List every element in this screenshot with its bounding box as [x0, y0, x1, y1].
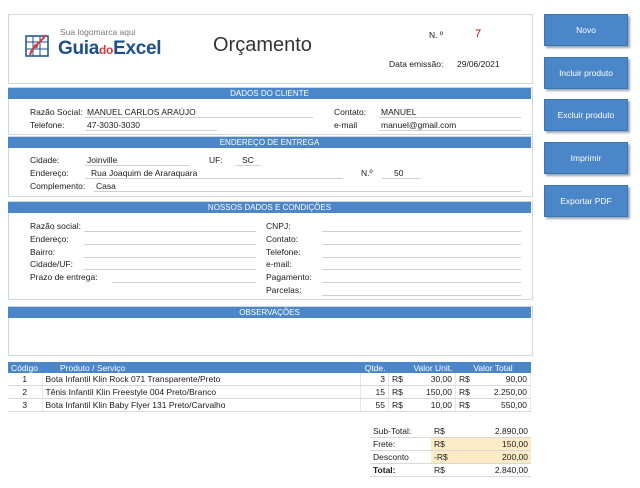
col-valor-unit: Valor Unit. — [389, 362, 456, 373]
totals-table — [370, 425, 531, 477]
number-value[interactable]: 7 — [475, 28, 482, 40]
empresa-endereco-line[interactable] — [84, 244, 256, 245]
row-unit-currency: R$ — [389, 386, 410, 399]
empresa-contato-label: Contato: — [266, 234, 299, 244]
empresa-email-label: e-mail: — [266, 259, 292, 269]
empresa-bairro-label: Bairro: — [30, 247, 56, 257]
number-label: N. º — [429, 30, 443, 40]
cliente-telefone-label: Telefone: — [30, 120, 65, 130]
row-qtde: 55 — [361, 399, 389, 412]
subtotal-row — [370, 425, 531, 438]
page-title: Orçamento — [213, 34, 312, 56]
frete-row — [370, 438, 531, 451]
row-qtde: 3 — [361, 373, 389, 386]
entrega-complemento-label: Complemento: — [30, 181, 86, 191]
empresa-razao-line[interactable] — [84, 231, 256, 232]
frete-currency: R$ — [431, 438, 465, 451]
row-total: 90,00 — [476, 373, 531, 386]
frete-label: Frete: — [370, 438, 431, 451]
empresa-email-line[interactable] — [322, 269, 521, 270]
date-value[interactable]: 29/06/2021 — [457, 59, 500, 69]
row-codigo: 3 — [8, 399, 42, 412]
row-unit-currency: R$ — [389, 399, 410, 412]
row-produto: Bota Infantil Klin Baby Flyer 131 Preto/Carvalho — [42, 399, 361, 412]
entrega-complemento-value[interactable]: Casa — [96, 181, 116, 191]
total-currency: R$ — [431, 464, 465, 477]
empresa-endereco-label: Endereço: — [30, 234, 69, 244]
col-produto: Produto / Serviço — [42, 362, 361, 373]
empresa-bairro-line[interactable] — [84, 257, 256, 258]
logo-word-excel: Excel — [113, 38, 162, 59]
empresa-pagamento-label: Pagamento: — [266, 272, 312, 282]
total-row — [370, 464, 531, 477]
desconto-row — [370, 451, 531, 464]
desconto-label: Desconto — [370, 451, 431, 464]
row-codigo: 2 — [8, 386, 42, 399]
empresa-parcelas-line[interactable] — [322, 295, 521, 296]
row-codigo: 1 — [8, 373, 42, 386]
cliente-email-line — [379, 130, 521, 131]
entrega-numero-value[interactable]: 50 — [394, 168, 404, 178]
row-total-currency: R$ — [456, 386, 477, 399]
table-row[interactable] — [8, 386, 531, 399]
desconto-value[interactable]: 200,00 — [465, 451, 531, 464]
table-row[interactable] — [8, 399, 531, 412]
empresa-contato-line[interactable] — [322, 244, 521, 245]
imprimir-button[interactable]: Imprimir — [544, 142, 628, 174]
empresa-cnpj-line[interactable] — [322, 231, 521, 232]
logo-tagline: Sua logomarca aqui — [60, 27, 136, 37]
cliente-section-title: DADOS DO CLIENTE — [8, 88, 531, 99]
empresa-telefone-line[interactable] — [322, 257, 521, 258]
table-row[interactable] — [8, 373, 531, 386]
row-unit-currency: R$ — [389, 373, 410, 386]
row-unit: 150,00 — [409, 386, 456, 399]
cliente-telefone-value[interactable]: 47-3030-3030 — [87, 120, 140, 130]
row-total: 2.250,00 — [476, 386, 531, 399]
empresa-telefone-label: Telefone: — [266, 247, 301, 257]
cliente-contato-label: Contato: — [334, 107, 367, 117]
col-valor-total: Valor Total — [456, 362, 531, 373]
cliente-telefone-line — [85, 130, 217, 131]
entrega-uf-label: UF: — [209, 155, 223, 165]
novo-button[interactable]: Novo — [544, 14, 628, 46]
total-value: 2.840,00 — [465, 464, 531, 477]
logo-word-guia: Guia — [58, 38, 100, 59]
frete-value[interactable]: 150,00 — [465, 438, 531, 451]
empresa-prazo-label: Prazo de entrega: — [30, 272, 98, 282]
row-unit: 10,00 — [409, 399, 456, 412]
row-produto: Tênis Infantil Klin Freestyle 004 Preto/Branco — [42, 386, 361, 399]
entrega-uf-line — [236, 165, 260, 166]
empresa-section-title: NOSSOS DADOS E CONDIÇÕES — [8, 202, 531, 213]
cliente-email-label: e-mail — [334, 120, 358, 130]
excluir-produto-button[interactable]: Excluir produto — [544, 99, 628, 131]
logo-icon — [24, 31, 52, 59]
entrega-cidade-value[interactable]: Joinville — [87, 155, 118, 165]
items-table — [8, 362, 531, 412]
incluir-produto-button[interactable]: Incluir produto — [544, 57, 628, 89]
col-qtde: Qtde. — [361, 362, 389, 373]
entrega-section-title: ENDEREÇO DE ENTREGA — [8, 137, 531, 148]
logo — [24, 27, 174, 67]
cliente-razao-line — [85, 117, 313, 118]
subtotal-label: Sub-Total: — [370, 425, 431, 438]
col-codigo: Código — [8, 362, 42, 373]
empresa-cnpj-label: CNPJ: — [266, 221, 291, 231]
date-label: Data emissão: — [389, 59, 444, 69]
row-produto: Bota Infantil Klin Rock 071 Transparente/Preto — [42, 373, 361, 386]
logo-word-do: do — [99, 43, 114, 57]
subtotal-value: 2.890,00 — [465, 425, 531, 438]
cliente-razao-value[interactable]: MANUEL CARLOS ARAÚJO — [87, 107, 196, 117]
row-qtde: 15 — [361, 386, 389, 399]
total-label: Total: — [370, 464, 431, 477]
row-total: 550,00 — [476, 399, 531, 412]
entrega-endereco-value[interactable]: Rua Joaquim de Araraquara — [91, 168, 198, 178]
empresa-parcelas-label: Parcelas: — [266, 285, 302, 295]
empresa-prazo-line[interactable] — [112, 282, 256, 283]
entrega-numero-line — [382, 178, 420, 179]
entrega-endereco-label: Endereço: — [30, 168, 69, 178]
cliente-contato-value[interactable]: MANUEL — [381, 107, 417, 117]
exportar-pdf-button[interactable]: Exportar PDF — [544, 185, 628, 217]
empresa-razao-label: Razão social: — [30, 221, 82, 231]
entrega-complemento-line — [94, 191, 521, 192]
row-total-currency: R$ — [456, 399, 477, 412]
entrega-cidade-label: Cidade: — [30, 155, 60, 165]
items-header-row — [8, 362, 531, 373]
empresa-pagamento-line[interactable] — [322, 282, 521, 283]
cliente-contato-line — [379, 117, 521, 118]
entrega-cidade-line — [85, 165, 189, 166]
empresa-cidade-line[interactable] — [84, 269, 256, 270]
desconto-currency: -R$ — [431, 451, 465, 464]
observacoes-section-title: OBSERVAÇÕES — [8, 307, 531, 318]
empresa-cidade-label: Cidade/UF: — [30, 259, 73, 269]
subtotal-currency: R$ — [431, 425, 465, 438]
row-total-currency: R$ — [456, 373, 477, 386]
cliente-razao-label: Razão Social: — [30, 107, 83, 117]
cliente-email-value[interactable]: manuel@gmail.com — [381, 120, 457, 130]
entrega-endereco-line — [85, 178, 343, 179]
entrega-numero-label: N.º — [361, 168, 373, 178]
entrega-uf-value[interactable]: SC — [242, 155, 254, 165]
logo-wordmark — [58, 38, 161, 60]
row-unit: 30,00 — [409, 373, 456, 386]
